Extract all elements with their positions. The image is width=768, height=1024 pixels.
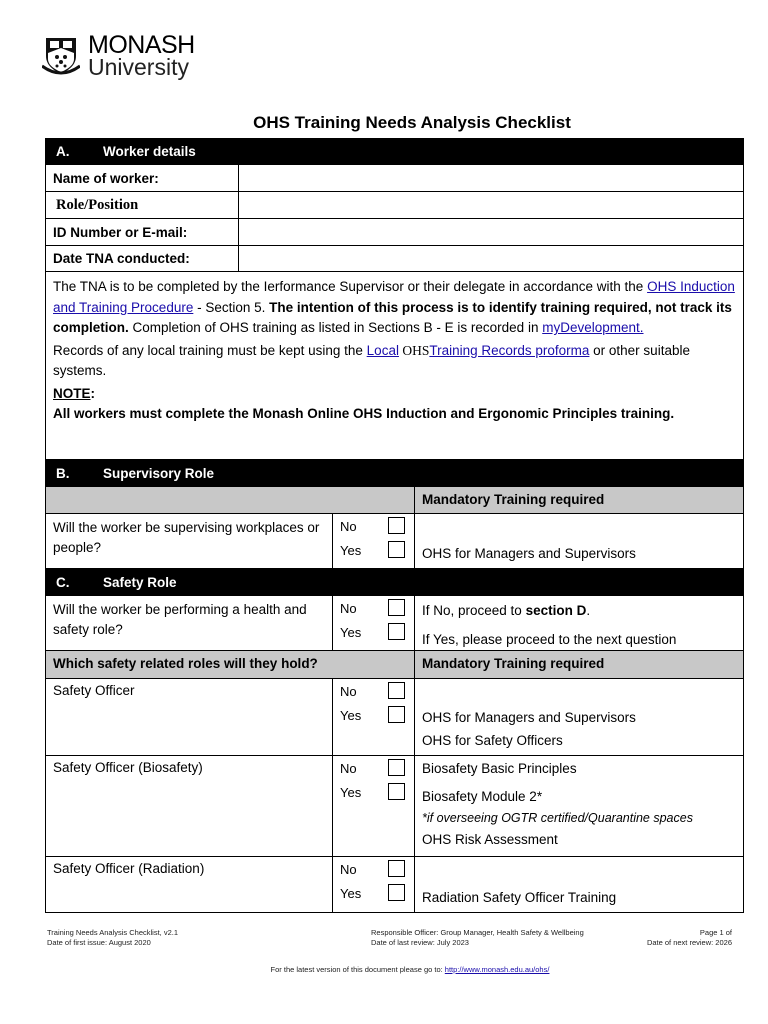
biosafety-yes-checkbox[interactable] [388,783,405,800]
column-header: Mandatory Training required [414,487,743,513]
safety-role-no-checkbox[interactable] [388,599,405,616]
first-issue-date: Date of first issue: August 2020 [47,938,151,947]
if-yes-text: If Yes, please proceed to the next question [422,632,677,647]
local-link[interactable]: Local [366,342,399,358]
text: Records of any local training must be kept using the [53,342,367,358]
role-name: Safety Officer (Radiation) [53,861,205,876]
name-of-worker-input[interactable] [238,165,743,191]
no-label: No [340,601,357,616]
roles-column-header [46,651,743,679]
ohs-url-link[interactable]: http://www.monash.edu.au/ohs/ [444,965,550,974]
radiation-yes-checkbox[interactable] [388,884,405,901]
yes-label: Yes [340,886,362,901]
role-name: Safety Officer (Biosafety) [53,760,203,775]
section-b-header [46,460,743,487]
text: Completion of OHS training as listed in Sections B - E is recorded in [128,320,543,335]
note-text: All workers must complete the Monash Online OHS Induction and Ergonomic Principles training. [53,406,675,421]
responsible-officer: Responsible Officer: Group Manager, Health Safety & Wellbeing [371,928,584,937]
text: : [90,385,96,401]
safety-role-row [46,596,743,651]
footer-center [371,928,584,948]
footer-left [47,928,178,948]
instructions-block [46,272,743,460]
footer-latest [0,965,768,975]
section-letter: C. [56,574,70,590]
checklist-table [45,138,744,913]
training-item: OHS for Safety Officers [422,733,563,748]
bold-text: The intention of this process is to identify training required, not track its completion. [53,299,732,335]
training-records-link[interactable]: Training Records proforma [429,342,590,358]
biosafety-no-checkbox[interactable] [388,759,405,776]
field-label: Role/Position [56,196,139,213]
training-item: Radiation Safety Officer Training [414,857,743,912]
question: Will the worker be performing a health and safety role? [53,602,307,637]
section-b-column-header [46,487,743,514]
field-row-date [46,246,743,272]
monash-logo [42,31,195,80]
section-heading: Safety Role [103,574,177,590]
field-label: Date TNA conducted: [53,251,190,266]
safety-officer-yes-checkbox[interactable] [388,706,405,723]
role-position-input[interactable] [238,192,743,218]
field-row-id [46,219,743,246]
next-review-date: Date of next review: 2026 [646,938,732,947]
no-label: No [340,519,357,534]
role-row-biosafety [46,756,743,857]
safety-officer-no-checkbox[interactable] [388,682,405,699]
footer-right [647,928,732,948]
training-note: *if overseeing OGTR certified/Quarantine spaces [422,811,693,825]
section-letter: A. [56,143,70,159]
note-label: NOTE [53,385,91,401]
yes-label: Yes [340,543,362,558]
no-label: No [340,862,357,877]
page-number: Page 1 of [699,928,732,937]
no-label: No [340,761,357,776]
safety-role-yes-checkbox[interactable] [388,623,405,640]
radiation-no-checkbox[interactable] [388,860,405,877]
text: - Section 5. [193,299,270,315]
page-title: OHS Training Needs Analysis Checklist [253,113,571,132]
yes-label: Yes [340,785,362,800]
text: For the latest version of this document please go to: [270,965,445,974]
column-header: Mandatory Training required [414,651,743,678]
section-a-header [46,138,743,165]
doc-version: Training Needs Analysis Checklist, v2.1 [47,928,179,937]
supervising-row [46,514,743,569]
field-row-name [46,165,743,192]
supervising-yes-checkbox[interactable] [388,541,405,558]
column-header: Which safety related roles will they hold? [53,656,318,671]
role-row-radiation [46,857,743,913]
text: . [586,603,591,618]
text: or other suitable systems. [53,342,690,378]
supervising-no-checkbox[interactable] [388,517,405,534]
ohs-procedure-link[interactable]: OHS Induction and Training Procedure [53,279,735,315]
monash-crest-icon [42,36,80,76]
yes-label: Yes [340,708,362,723]
training-item: Biosafety Basic Principles [422,761,577,776]
role-name: Safety Officer [53,683,135,698]
field-row-role [46,192,743,219]
section-letter: B. [56,465,70,481]
role-row-safety-officer [46,679,743,756]
training-item: OHS Risk Assessment [422,832,558,847]
field-label: ID Number or E-mail: [53,224,188,240]
training-item: Biosafety Module 2* [422,789,543,804]
text: OHS [398,342,430,358]
section-d-ref: section D [525,603,587,618]
logo-line2: University [88,54,189,80]
section-c-header [46,569,743,596]
mydevelopment-link[interactable]: myDevelopment. [542,320,644,335]
no-label: No [340,684,357,699]
yes-label: Yes [340,625,362,640]
training-item: OHS for Managers and Supervisors [422,710,636,725]
text: If No, proceed to [422,603,526,618]
id-email-input[interactable] [238,219,743,245]
logo-line1: MONASH [88,31,195,59]
field-label: Name of worker: [53,170,159,186]
section-heading: Supervisory Role [103,465,215,481]
last-review-date: Date of last review: July 2023 [371,938,469,947]
training-item: OHS for Managers and Supervisors [414,514,743,568]
text: The TNA is to be completed by the Ierformance Supervisor or their delegate in accordance with the [53,279,648,294]
question: Will the worker be supervising workplaces or people? [53,520,320,555]
section-heading: Worker details [103,143,196,159]
date-tna-input[interactable] [238,246,743,271]
